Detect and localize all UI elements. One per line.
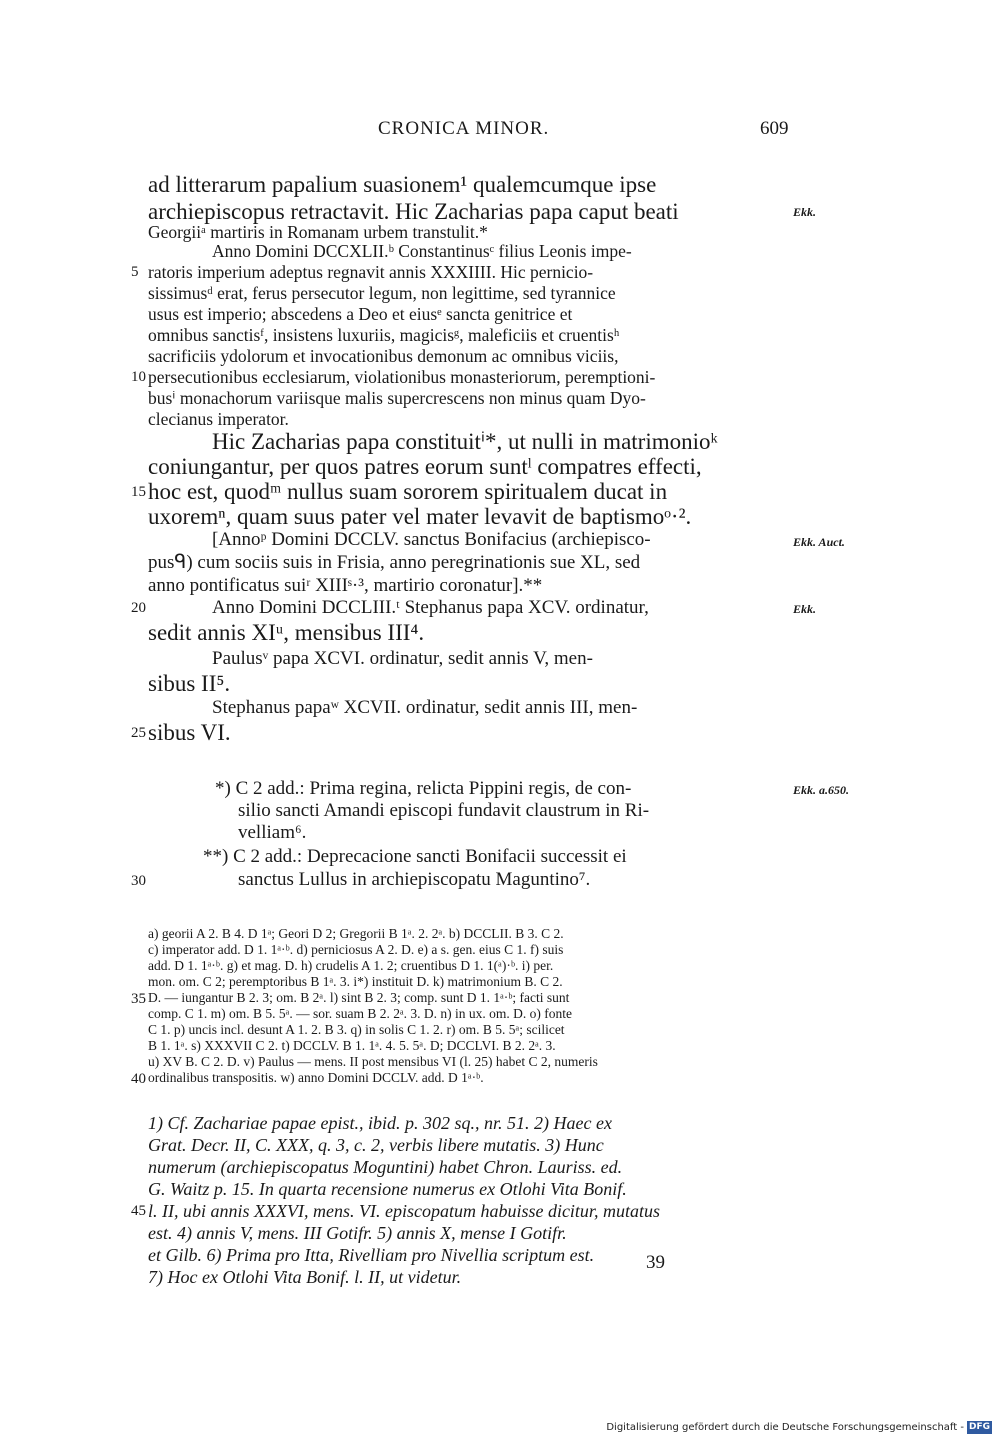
text-line: ratoris imperium adeptus regnavit annis XXXIIII. Hic pernicio- xyxy=(148,262,594,282)
text-line: uxoremⁿ, quam suus pater vel mater levavit de baptismoᵒ·². xyxy=(148,504,692,529)
margin-note: Ekk. Auct. xyxy=(793,535,845,549)
text-line: sissimusᵈ erat, ferus persecutor legum, non legittime, sed tyrannice xyxy=(148,283,616,303)
note-line: *) C 2 add.: Prima regina, relicta Pippini regis, de con- xyxy=(215,778,632,799)
dfg-logo: DFG xyxy=(968,1421,990,1432)
footnote-line: et Gilb. 6) Prima pro Itta, Rivelliam pro Nivellia scriptum est. xyxy=(148,1245,595,1265)
text-line: sibus II⁵. xyxy=(148,671,231,696)
margin-note: Ekk. a.650. xyxy=(793,783,850,797)
text-line: persecutionibus ecclesiarum, violationibus monasteriorum, peremptioni- xyxy=(148,367,656,387)
apparatus-line: add. D 1. 1ᵃ·ᵇ. g) et mag. D. h) crudelis A 1. 2; cruentibus D 1. 1(ᵃ)·ᵇ. i) per. xyxy=(148,958,554,973)
digitization-footer xyxy=(606,1419,992,1435)
footnote-line: 1) Cf. Zachariae papae epist., ibid. p. 302 sq., nr. 51. 2) Haec ex xyxy=(148,1113,612,1133)
line-number: 30 xyxy=(131,873,146,889)
apparatus-line: D. — iungantur B 2. 3; om. B 2ᵃ. l) sint B 2. 3; comp. sunt D 1. 1ᵃ·ᵇ; facti sunt xyxy=(148,990,570,1005)
apparatus-line: c) imperator add. D 1. 1ᵃ·ᵇ. d) perniciosus A 2. D. e) a s. gen. eius C 1. f) suis xyxy=(148,942,564,957)
text-line: clecianus imperator. xyxy=(148,409,289,429)
apparatus-line: C 1. p) uncis incl. desunt A 1. 2. B 3. q) in solis C 1. 2. r) om. B 5. 5ᵃ; scilicet xyxy=(148,1022,565,1037)
footnote-line: G. Waitz p. 15. In quarta recensione numerus ex Otlohi Vita Bonif. xyxy=(148,1179,627,1199)
apparatus-line: B 1. 1ᵃ. s) XXXVII C 2. t) DCCLV. B 1. 1ᵃ. 4. 5. 5ᵃ. D; DCCLVI. B 2. 2ᵃ. 3. xyxy=(148,1038,556,1053)
note-line: **) C 2 add.: Deprecacione sancti Bonifacii successit ei xyxy=(203,846,627,867)
text-line: sedit annis XIᵘ, mensibus III⁴. xyxy=(148,620,425,645)
text-line: anno pontificatus suiʳ XIIIˢ·³, martirio coronatur].** xyxy=(148,575,543,596)
footnote-line: est. 4) annis V, mens. III Gotifr. 5) annis X, mense I Gotifr. xyxy=(148,1223,567,1243)
text-line: archiepiscopus retractavit. Hic Zacharias papa caput beati xyxy=(148,199,679,224)
line-number: 5 xyxy=(131,264,139,280)
text-line: Paulusᵛ papa XCVI. ordinatur, sedit annis V, men- xyxy=(212,648,593,669)
text-line: Anno Domini DCCLIII.ᵗ Stephanus papa XCV. ordinatur, xyxy=(212,597,649,618)
line-number: 40 xyxy=(131,1071,146,1087)
apparatus-line: mon. om. C 2; peremptoribus B 1ᵃ. 3. i*) instituit D. k) matrimonium B. C 2. xyxy=(148,974,563,989)
digitization-note: Digitalisierung gefördert durch die Deutsche Forschungsgemeinschaft - xyxy=(606,1421,964,1433)
text-line: Georgiiᵃ martiris in Romanam urbem transtulit.* xyxy=(148,222,488,242)
text-line: sacrificiis ydolorum et invocationibus demonum ac omnibus viciis, xyxy=(148,346,619,366)
text-line: hoc est, quodᵐ nullus suam sororem spiritualem ducat in xyxy=(148,479,668,504)
text-line: busⁱ monachorum variisque malis supercrescens non minus quam Dyo- xyxy=(148,388,646,408)
text-line: usus est imperio; abscedens a Deo et eiusᵉ sancta genitrice et xyxy=(148,304,573,324)
text-line: Stephanus papaʷ XCVII. ordinatur, sedit annis III, men- xyxy=(212,697,638,718)
running-title: CRONICA MINOR. xyxy=(378,118,550,139)
text-line: ad litterarum papalium suasionem¹ qualemcumque ipse xyxy=(148,172,657,197)
text-line: Anno Domini DCCXLII.ᵇ Constantinusᶜ filius Leonis impe- xyxy=(212,241,632,261)
text-line: pusᑫ) cum sociis suis in Frisia, anno peregrinationis sue XL, sed xyxy=(148,552,641,573)
footnote-line: numerum (archiepiscopatus Moguntini) habet Chron. Lauriss. ed. xyxy=(148,1157,623,1177)
line-number: 20 xyxy=(131,600,146,616)
apparatus-line: u) XV B. C 2. D. v) Paulus — mens. II post mensibus VI (l. 25) habet C 2, numeris xyxy=(148,1054,598,1069)
line-number: 15 xyxy=(131,484,146,500)
text-line: omnibus sanctisᶠ, insistens luxuriis, magicisᵍ, maleficiis et cruentisʰ xyxy=(148,325,620,345)
footnote-line: Grat. Decr. II, C. XXX, q. 3, c. 2, verbis libere mutatis. 3) Hunc xyxy=(148,1135,604,1155)
text-line: sibus VI. xyxy=(148,720,231,745)
line-number: 45 xyxy=(131,1203,146,1219)
text-line: coniungantur, per quos patres eorum suntˡ compatres effecti, xyxy=(148,454,702,479)
note-line: silio sancti Amandi episcopi fundavit claustrum in Ri- xyxy=(238,800,650,821)
page-number: 609 xyxy=(760,118,789,139)
line-number: 10 xyxy=(131,369,146,385)
text-line: [Annoᵖ Domini DCCLV. sanctus Bonifacius (archiepisco- xyxy=(212,529,651,550)
note-line: sanctus Lullus in archiepiscopatu Maguntino⁷. xyxy=(238,869,591,890)
line-number: 25 xyxy=(131,725,146,741)
apparatus-line: ordinalibus transpositis. w) anno Domini DCCLV. add. D 1ᵃ·ᵇ. xyxy=(148,1070,484,1085)
apparatus-line: a) georii A 2. B 4. D 1ᵃ; Geori D 2; Gregorii B 1ᵃ. 2. 2ᵃ. b) DCCLII. B 3. C 2. xyxy=(148,926,564,941)
footnote-line: 7) Hoc ex Otlohi Vita Bonif. l. II, ut videtur. xyxy=(148,1267,462,1287)
signature-mark: 39 xyxy=(646,1252,665,1273)
text-line: Hic Zacharias papa constituitⁱ*, ut nulli in matrimonioᵏ xyxy=(212,429,718,454)
note-line: velliam⁶. xyxy=(238,822,307,843)
margin-note: Ekk. xyxy=(793,205,817,219)
footnote-line: l. II, ubi annis XXXVI, mens. VI. episcopatum habuisse dicitur, mutatus xyxy=(148,1201,660,1221)
line-number: 35 xyxy=(131,991,146,1007)
apparatus-line: comp. C 1. m) om. B 5. 5ᵃ. — sor. suam B 2. 2ᵃ. 3. D. n) in ux. om. D. o) fonte xyxy=(148,1006,572,1021)
margin-note: Ekk. xyxy=(793,602,817,616)
